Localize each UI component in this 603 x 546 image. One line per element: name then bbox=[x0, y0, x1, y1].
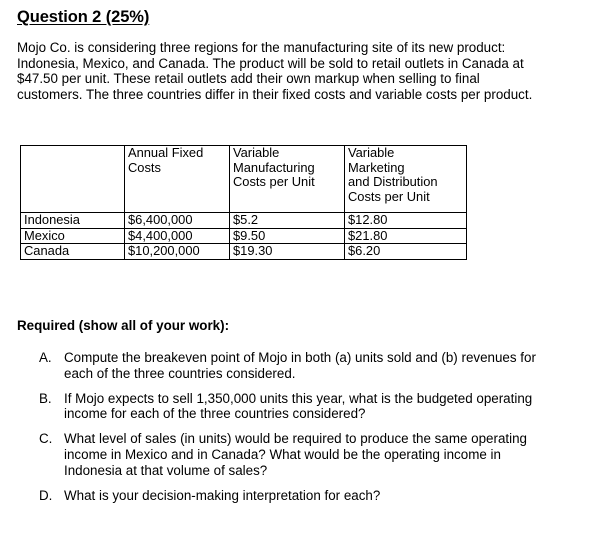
list-item bbox=[39, 350, 599, 381]
header-cell-marketing-costs bbox=[345, 146, 467, 213]
table-row bbox=[21, 213, 467, 229]
country-cell: Canada bbox=[21, 244, 125, 260]
manufacturing-cost-cell: $19.30 bbox=[230, 244, 345, 260]
cost-table bbox=[20, 145, 467, 260]
list-item bbox=[39, 488, 599, 504]
header-cell-empty bbox=[21, 146, 125, 213]
item-letter: C. bbox=[39, 431, 53, 447]
intro-line: Indonesia, Mexico, and Canada. The product will be sold to retail outlets in Canada at bbox=[17, 55, 524, 71]
required-heading: Required (show all of your work): bbox=[17, 318, 230, 333]
item-letter: B. bbox=[39, 390, 52, 406]
item-line: Indonesia at that volume of sales? bbox=[64, 462, 268, 478]
header-line: Marketing bbox=[348, 159, 405, 175]
manufacturing-cost-cell: $5.2 bbox=[230, 213, 345, 229]
country-cell: Mexico bbox=[21, 228, 125, 244]
intro-paragraph bbox=[17, 40, 597, 102]
header-cell-fixed-costs bbox=[125, 146, 230, 213]
header-line: Costs bbox=[128, 159, 161, 175]
table-row bbox=[21, 228, 467, 244]
item-line: What is your decision-making interpretation for each? bbox=[64, 487, 381, 503]
list-item bbox=[39, 391, 599, 422]
item-line: What level of sales (in units) would be required to produce the same operating bbox=[64, 431, 527, 447]
header-line: Annual Fixed bbox=[128, 145, 204, 160]
item-line: If Mojo expects to sell 1,350,000 units this year, what is the budgeted operating bbox=[64, 390, 533, 406]
header-line: Variable bbox=[233, 145, 280, 160]
table-header-row bbox=[21, 146, 467, 213]
table-row bbox=[21, 244, 467, 260]
country-cell: Indonesia bbox=[21, 213, 125, 229]
list-item bbox=[39, 431, 599, 478]
intro-line: customers. The three countries differ in their fixed costs and variable costs per product. bbox=[17, 86, 533, 102]
fixed-cost-cell: $10,200,000 bbox=[125, 244, 230, 260]
marketing-cost-cell: $6.20 bbox=[345, 244, 467, 260]
item-line: each of the three countries considered. bbox=[64, 365, 296, 381]
header-line: and Distribution bbox=[348, 174, 438, 189]
header-cell-manufacturing-costs bbox=[230, 146, 345, 213]
header-line: Manufacturing bbox=[233, 159, 315, 175]
fixed-cost-cell: $6,400,000 bbox=[125, 213, 230, 229]
item-line: income for each of the three countries considered? bbox=[64, 406, 366, 422]
item-letter: D. bbox=[39, 487, 53, 503]
item-letter: A. bbox=[39, 350, 52, 365]
header-line: Costs per Unit bbox=[348, 188, 430, 204]
intro-line: $47.50 per unit. These retail outlets add their own markup when selling to final bbox=[17, 71, 480, 87]
question-title: Question 2 (25%) bbox=[17, 8, 150, 26]
manufacturing-cost-cell: $9.50 bbox=[230, 228, 345, 244]
marketing-cost-cell: $12.80 bbox=[345, 213, 467, 229]
item-line: income in Mexico and in Canada? What would be the operating income in bbox=[64, 446, 501, 462]
marketing-cost-cell: $21.80 bbox=[345, 228, 467, 244]
item-line: Compute the breakeven point of Mojo in both (a) units sold and (b) revenues for bbox=[64, 350, 536, 365]
question-list bbox=[39, 350, 599, 513]
fixed-cost-cell: $4,400,000 bbox=[125, 228, 230, 244]
intro-line: Mojo Co. is considering three regions for the manufacturing site of its new product: bbox=[17, 40, 506, 55]
header-line: Variable bbox=[348, 145, 395, 160]
header-line: Costs per Unit bbox=[233, 174, 315, 189]
